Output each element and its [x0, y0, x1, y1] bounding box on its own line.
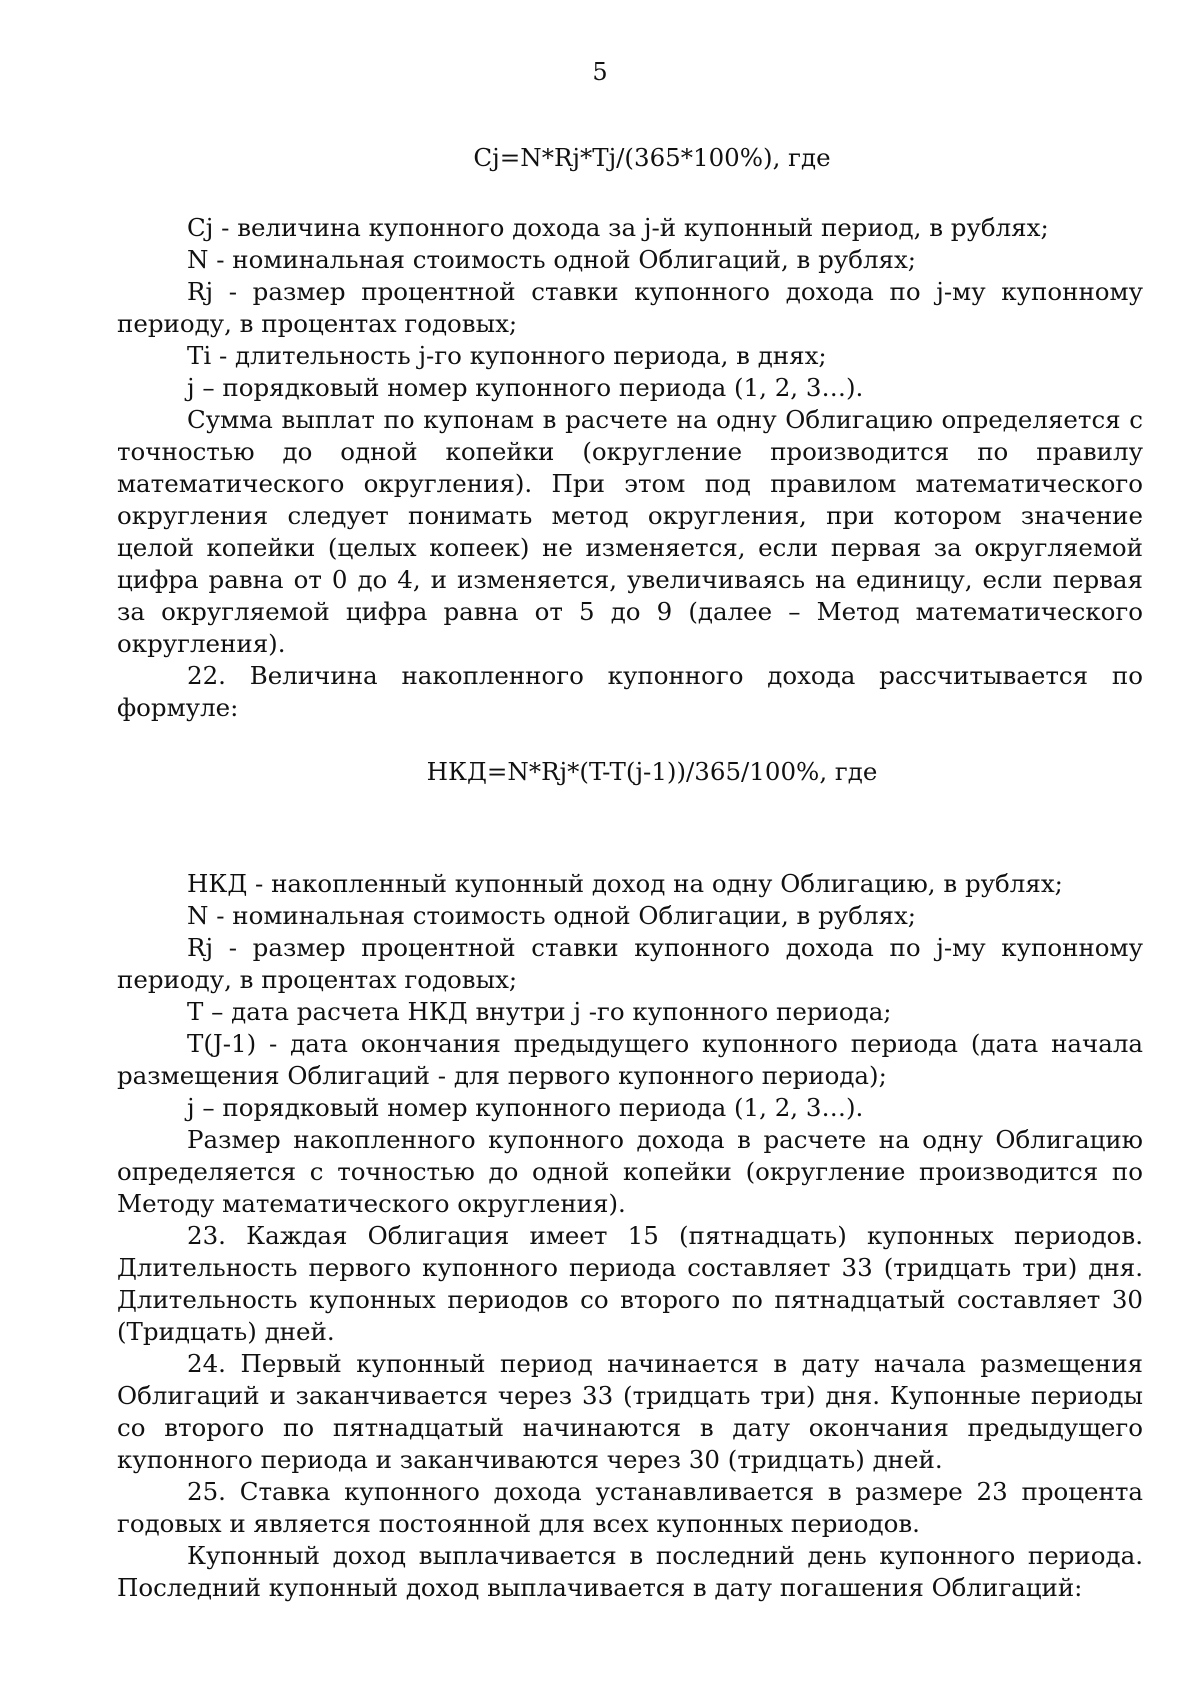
def-n-2: N - номинальная стоимость одной Облигации, в рублях; — [187, 901, 917, 930]
def-rj: Rj - размер процентной ставки купонного дохода по j-му купонному периоду, в процентах годовых; — [117, 277, 1143, 338]
section-23: 23. Каждая Облигация имеет 15 (пятнадцать) купонных периодов. Длительность первого купонного периода составляет 33 (тридцать три) дня. Длительность купонных периодов со второго по пятнадцатый составляет 30 (Тридцать) дней. — [117, 1221, 1143, 1346]
def-t: T – дата расчета НКД внутри j -го купонного периода; — [187, 997, 892, 1026]
def-rj-2: Rj - размер процентной ставки купонного дохода по j-му купонному периоду, в процентах годовых; — [117, 933, 1143, 994]
rounding-paragraph: Сумма выплат по купонам в расчете на одну Облигацию определяется с точностью до одной копейки (округление производится по правилу математического округления). При этом под правилом математического округления следует понимать метод округления, при котором значение целой копейки (целых копеек) не изменяется, если первая за округляемой цифра равна от 0 до 4, и изменяется, увеличиваясь на единицу, если первая за округляемой цифра равна от 5 до 9 (далее – Метод математического округления). — [117, 405, 1143, 658]
coupon-income-formula: Cj=N*Rj*Tj/(365*100%), где — [473, 143, 831, 172]
payment-paragraph: Купонный доход выплачивается в последний день купонного периода. Последний купонный доход выплачивается в дату погашения Облигаций: — [117, 1541, 1143, 1602]
def-nkd: НКД - накопленный купонный доход на одну Облигацию, в рублях; — [187, 869, 1063, 898]
def-j: j – порядковый номер купонного периода (1, 2, 3…). — [187, 373, 864, 402]
def-t-prev: T(J-1) - дата окончания предыдущего купонного периода (дата начала размещения Облигаций - для первого купонного периода); — [117, 1029, 1143, 1090]
section-22: 22. Величина накопленного купонного дохода рассчитывается по формуле: — [117, 661, 1143, 722]
section-25: 25. Ставка купонного дохода устанавливается в размере 23 процента годовых и является постоянной для всех купонных периодов. — [117, 1477, 1143, 1538]
nkd-rounding-paragraph: Размер накопленного купонного дохода в расчете на одну Облигацию определяется с точностью до одной копейки (округление производится по Методу математического округления). — [117, 1125, 1143, 1218]
page-number: 5 — [592, 58, 608, 86]
def-cj: Cj - величина купонного дохода за j-й купонный период, в рублях; — [187, 213, 1049, 242]
def-ti: Ti - длительность j-го купонного периода, в днях; — [187, 341, 827, 370]
def-n: N - номинальная стоимость одной Облигаций, в рублях; — [187, 245, 917, 274]
accrued-income-formula: НКД=N*Rj*(T-T(j-1))/365/100%, где — [426, 757, 878, 786]
document-body — [117, 142, 1143, 1604]
def-j-2: j – порядковый номер купонного периода (1, 2, 3…). — [187, 1093, 864, 1122]
section-24: 24. Первый купонный период начинается в дату начала размещения Облигаций и заканчивается через 33 (тридцать три) дня. Купонные периоды со второго по пятнадцатый начинаются в дату окончания предыдущего купонного периода и заканчиваются через 30 (тридцать) дней. — [117, 1349, 1143, 1474]
